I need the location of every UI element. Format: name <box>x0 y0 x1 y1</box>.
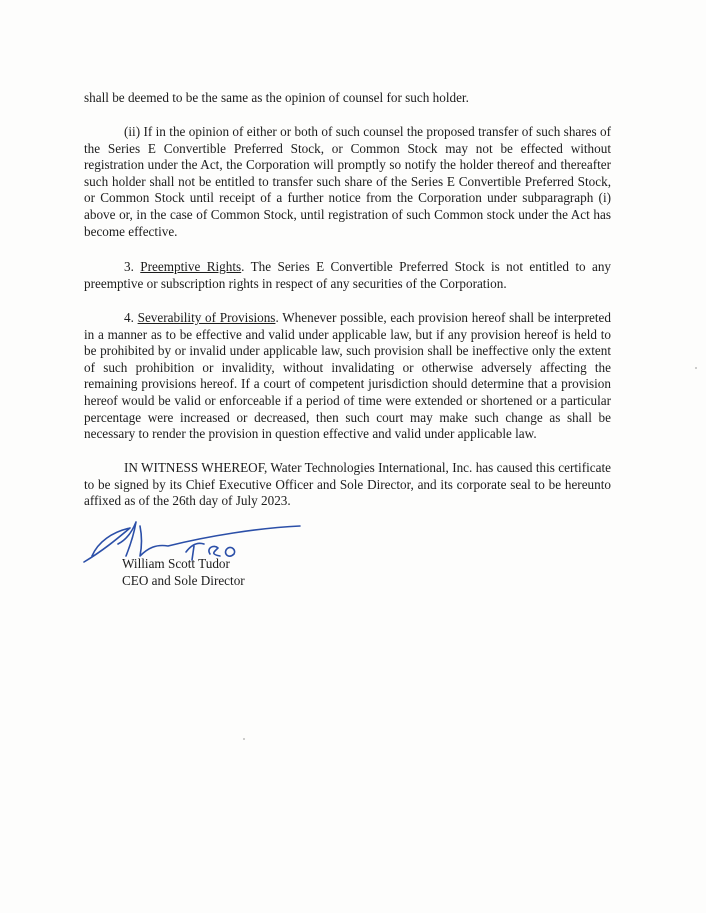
continuation-paragraph: shall be deemed to be the same as the opinion of counsel for such holder. <box>84 90 469 105</box>
section-preemptive-rights <box>84 259 611 292</box>
section-heading: Severability of Provisions <box>137 310 276 325</box>
signature-block <box>122 556 245 589</box>
scan-speck <box>243 738 245 740</box>
section-body: . Whenever possible, each provision hereof shall be interpreted in a manner as to be effective and valid under applicable law, but if any provision hereof is held to be prohibited by or invalid under applicable law, such provision shall be ineffective only the extent of such prohibition or invalidity, without invalidating or otherwise adversely affecting the remaining provisions hereof. If a court of competent jurisdiction should determine that a provision hereof would be valid or enforceable if a period of time were extended or shortened or a particular percentage were increased or decreased, then such court may make such change as shall be necessary to render the provision in question effective and valid under applicable law. <box>84 310 612 442</box>
section-number: 4. <box>124 310 134 325</box>
section-severability <box>84 310 611 443</box>
signer-name: William Scott Tudor <box>122 556 230 571</box>
signer-title: CEO and Sole Director <box>122 572 245 588</box>
paragraph-ii: (ii) If in the opinion of either or both of such counsel the proposed transfer of such shares of the Series E Convertible Preferred Stock, or Common Stock may not be effected without registration under the Act, the Corporation will promptly so notify the holder thereof and thereafter such holder shall not be entitled to transfer such share of the Series E Convertible Preferred Stock, or Common Stock until receipt of a further notice from the Corporation under subparagraph (i) above or, in the case of Common Stock, until registration of such Common stock under the Act has become effective. <box>84 124 611 239</box>
scan-speck <box>695 367 697 369</box>
section-body: . The Series E Convertible Preferred Stock is not entitled to any preemptive or subscription rights in respect of any securities of the Corporation. <box>84 259 612 291</box>
witness-paragraph: IN WITNESS WHEREOF, Water Technologies International, Inc. has caused this certificate to be signed by its Chief Executive Officer and Sole Director, and its corporate seal to be hereunto affixed as of the 26th day of July 2023. <box>84 460 611 509</box>
section-number: 3. <box>124 259 134 274</box>
section-heading: Preemptive Rights <box>140 259 242 274</box>
